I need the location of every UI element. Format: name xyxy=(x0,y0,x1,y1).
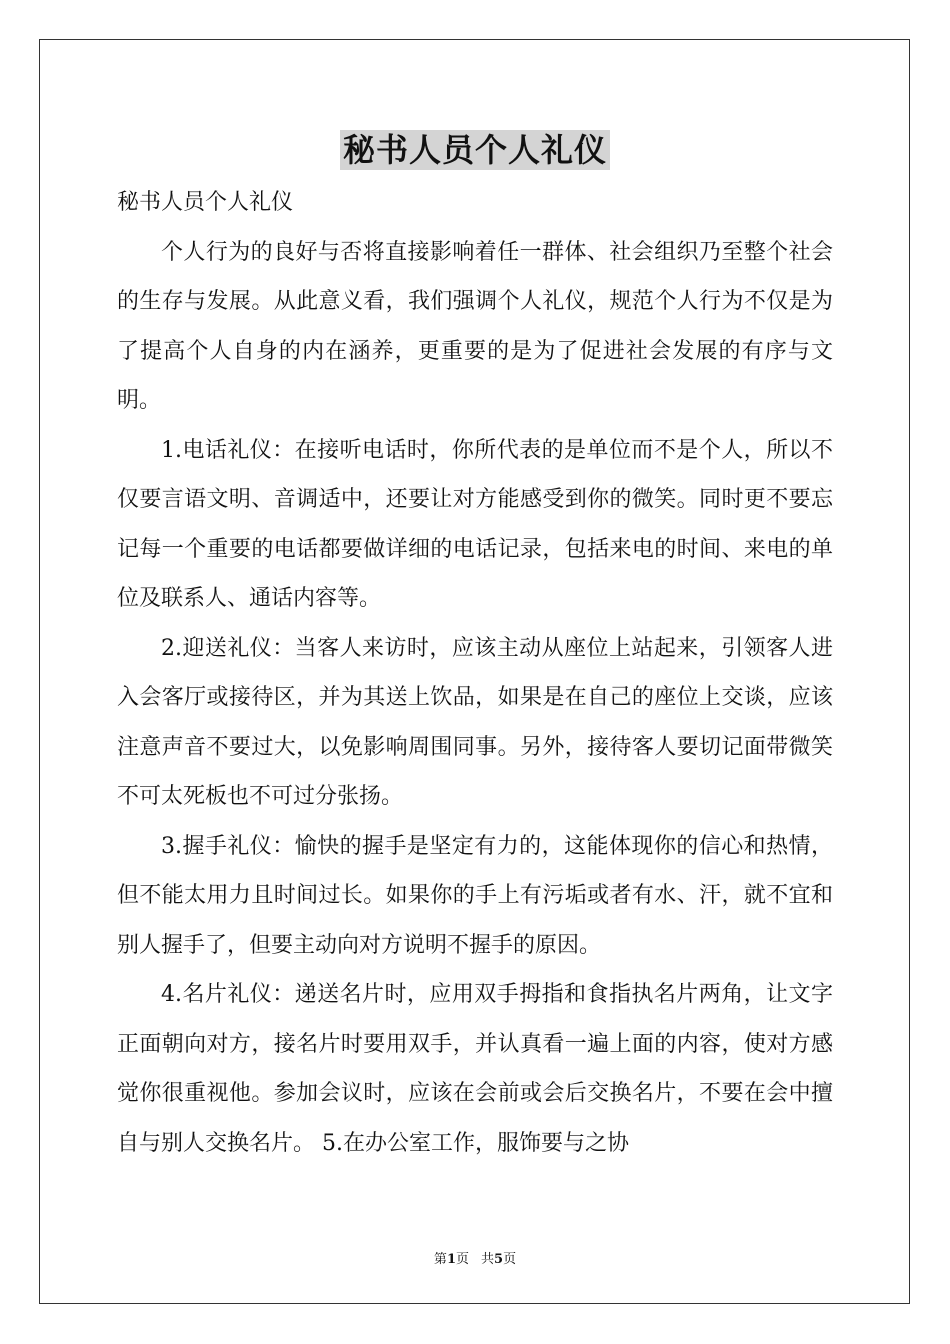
paragraph-handshake-etiquette: 3.握手礼仪：愉快的握手是坚定有力的，这能体现你的信心和热情，但不能太用力且时间过长。如果你的手上有污垢或者有水、汗，就不宜和别人握手了，但要主动向对方说明不握手的原因。 xyxy=(117,833,833,958)
paragraph-intro: 个人行为的良好与否将直接影响着任一群体、社会组织乃至整个社会的生存与发展。从此意义看，我们强调个人礼仪，规范个人行为不仅是为了提高个人自身的内在涵养，更重要的是为了促进社会发展的有序与文明。 xyxy=(117,239,833,413)
title-container xyxy=(0,130,950,170)
paragraph-phone-etiquette: 1.电话礼仪：在接听电话时，你所代表的是单位而不是个人，所以不仅要言语文明、音调适中，还要让对方能感受到你的微笑。同时更不要忘记每一个重要的电话都要做详细的电话记录，包括来电的时间、来电的单位及联系人、通话内容等。 xyxy=(117,437,833,611)
paragraph-business-card-etiquette: 4.名片礼仪：递送名片时，应用双手拇指和食指执名片两角，让文字正面朝向对方，接名片时要用双手，并认真看一遍上面的内容，使对方感觉你很重视他。参加会议时，应该在会前或会后交换名片，不要在会中擅自与别人交换名片。 5.在办公室工作，服饰要与之协 xyxy=(117,982,833,1156)
document-body xyxy=(117,178,833,1168)
document-subtitle: 秘书人员个人礼仪 xyxy=(117,190,294,215)
document-title: 秘书人员个人礼仪 xyxy=(340,130,610,170)
footer-total-pages: 5 xyxy=(494,1252,504,1267)
page-footer xyxy=(0,1252,950,1268)
paragraph-reception-etiquette: 2.迎送礼仪：当客人来访时，应该主动从座位上站起来，引领客人进入会客厅或接待区，并为其送上饮品，如果是在自己的座位上交谈，应该注意声音不要过大，以免影响周围同事。另外，接待客人要切记面带微笑不可太死板也不可过分张扬。 xyxy=(117,635,833,809)
footer-page-prefix: 第 xyxy=(433,1252,447,1267)
footer-page-suffix: 页 xyxy=(455,1252,469,1267)
footer-total-suffix: 页 xyxy=(503,1252,517,1267)
footer-total-prefix: 共 xyxy=(481,1252,495,1267)
footer-page-number: 1 xyxy=(446,1252,456,1267)
